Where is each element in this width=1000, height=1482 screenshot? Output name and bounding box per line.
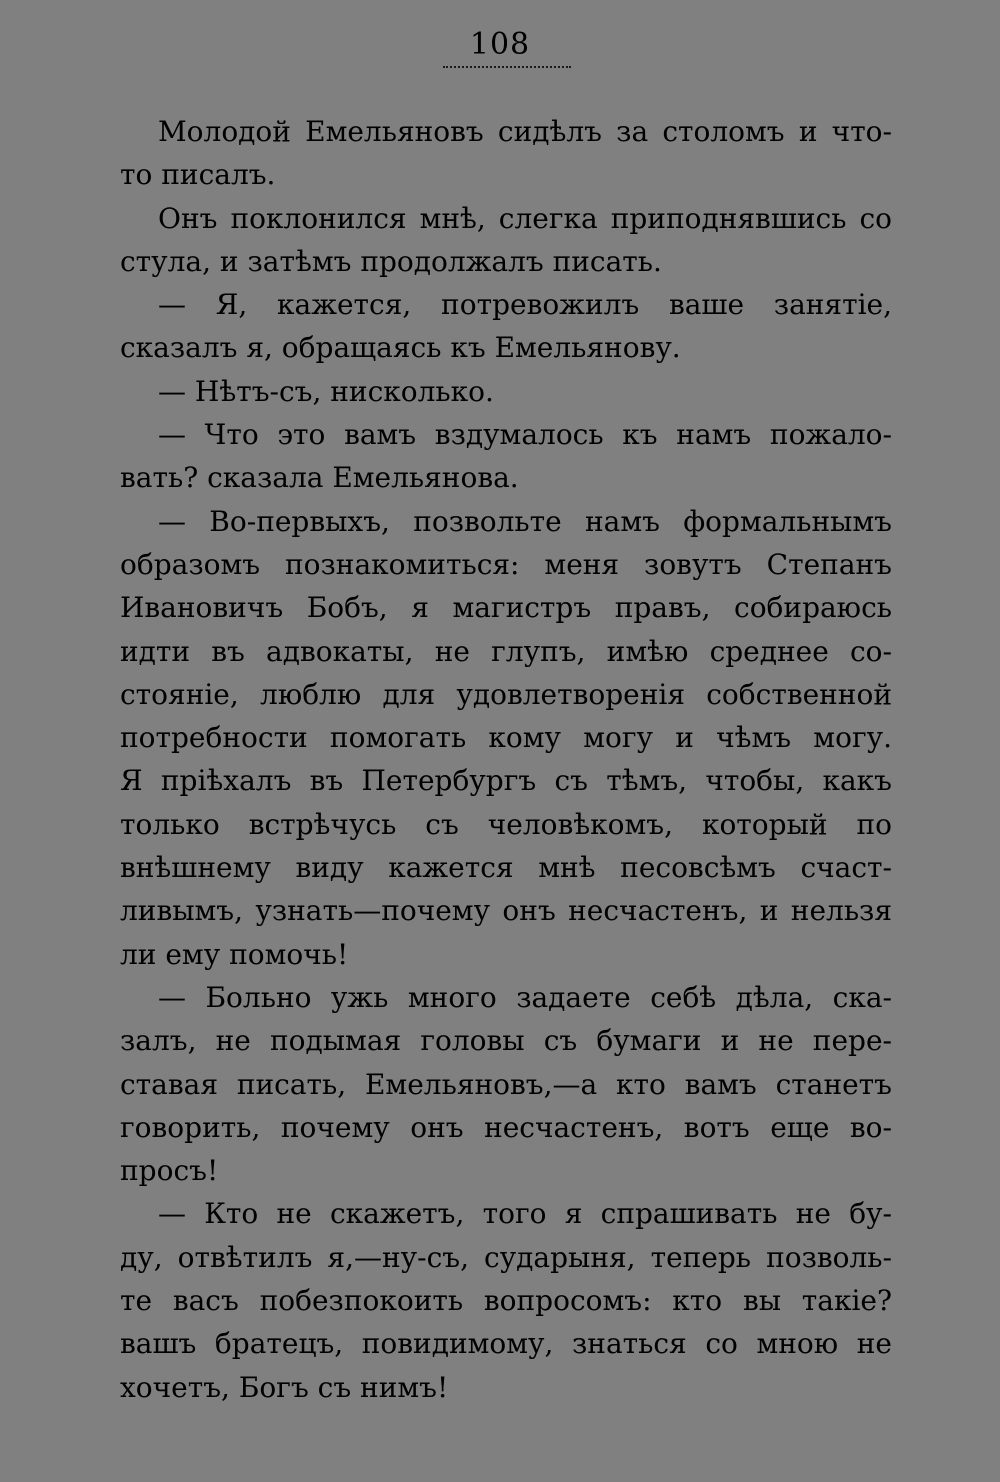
- text-line: — Я, кажется, потревожилъ ваше занятіе,: [158, 288, 892, 322]
- text-line: Ивановичъ Бобъ, я магистръ правъ, собираюсь: [120, 591, 892, 625]
- text-line: Молодой Емельяновъ сидѣлъ за столомъ и что-: [158, 115, 892, 148]
- text-line: просъ!: [120, 1154, 219, 1188]
- text-line: вашъ братецъ, повидимому, знаться со мною не: [120, 1327, 892, 1361]
- text-line: — Нѣтъ-съ, нисколько.: [158, 374, 494, 408]
- text-line: — Больно ужь много задаете себѣ дѣла, ска-: [158, 980, 892, 1014]
- text-line: стула, и затѣмъ продолжалъ писать.: [120, 244, 662, 278]
- text-line: ставая писать, Емельяновъ,—а кто вамъ станетъ: [120, 1067, 892, 1101]
- text-line: то писалъ.: [120, 158, 276, 192]
- text-line: ду, отвѣтилъ я,—ну-съ, сударыня, теперь позволь-: [120, 1240, 892, 1274]
- text-line: ливымъ, узнать—почему онъ несчастенъ, и нельзя: [120, 894, 892, 928]
- text-line: — Кто не скажетъ, того я спрашивать не бу-: [158, 1197, 892, 1231]
- text-line: сказалъ я, обращаясь къ Емельянову.: [120, 331, 681, 365]
- text-line: те васъ побезпокоить вопросомъ: кто вы такіе?: [120, 1284, 892, 1318]
- text-line: залъ, не подымая головы съ бумаги и не пере-: [120, 1024, 892, 1058]
- text-line: внѣшнему виду кажется мнѣ песовсѣмъ счаст-: [120, 851, 892, 885]
- text-line: хочетъ, Богъ съ нимъ!: [120, 1370, 449, 1404]
- text-line: потребности помогать кому могу и чѣмъ могу.: [120, 721, 892, 755]
- text-line: ли ему помочь!: [120, 937, 349, 971]
- text-line: Я пріѣхалъ въ Петербургъ съ тѣмъ, чтобы, какъ: [120, 764, 892, 798]
- text-line: Онъ поклонился мнѣ, слегка приподнявшись со: [158, 201, 892, 235]
- text-line: только встрѣчусь съ человѣкомъ, который по: [120, 807, 892, 841]
- text-line: говорить, почему онъ несчастенъ, вотъ еще во-: [120, 1110, 892, 1144]
- text-line: стояніе, люблю для удовлетворенія собственной: [120, 677, 892, 711]
- header-rule: [443, 66, 571, 68]
- text-line: вать? сказала Емельянова.: [120, 461, 519, 495]
- page-number: 108: [469, 27, 531, 62]
- body-text: [120, 110, 892, 1409]
- text-line: — Что это вамъ вздумалось къ намъ пожало-: [158, 418, 892, 452]
- text-line: — Во-первыхъ, позвольте намъ формальнымъ: [158, 504, 892, 538]
- text-line: образомъ познакомиться: меня зовутъ Степанъ: [120, 547, 892, 581]
- text-line: идти въ адвокаты, не глупъ, имѣю среднее со-: [120, 634, 892, 668]
